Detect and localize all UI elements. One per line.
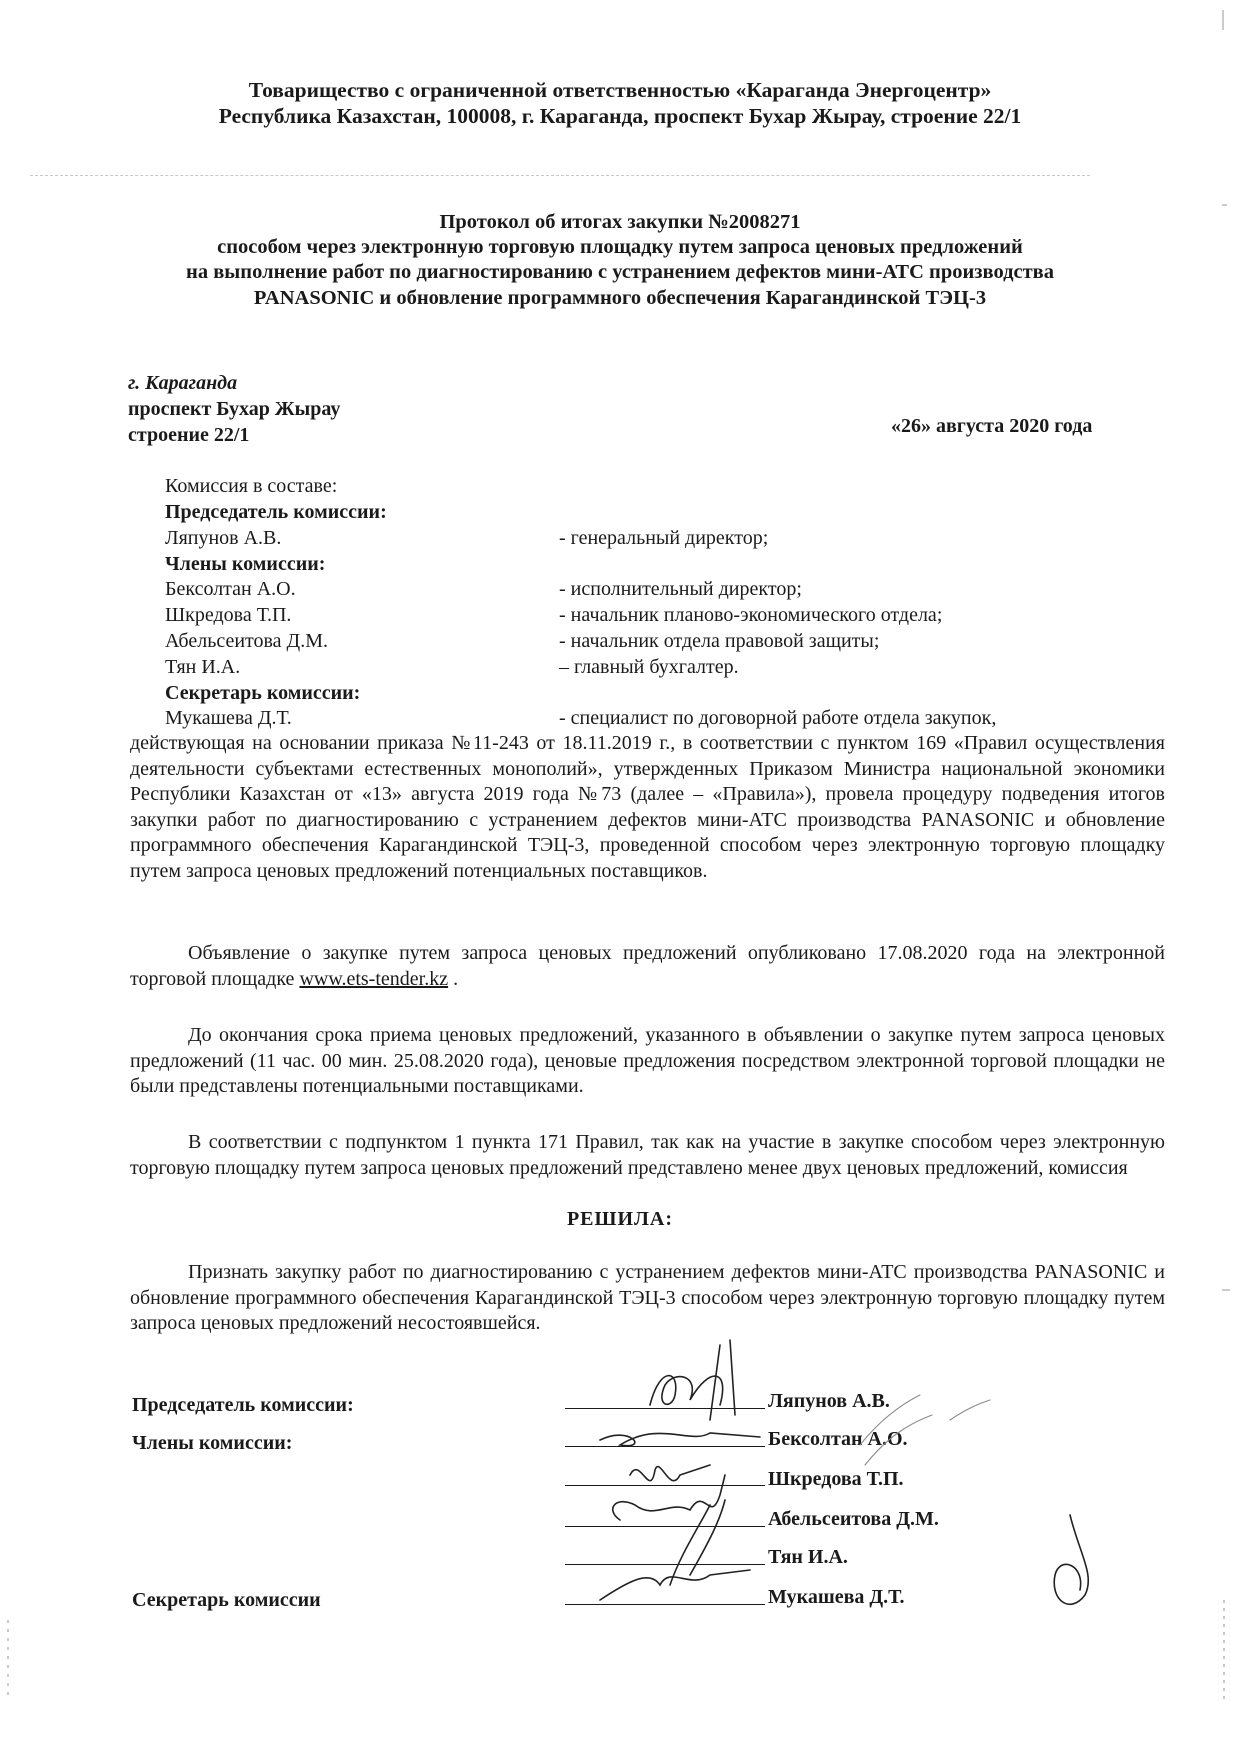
member-name: Шкредова Т.П. xyxy=(165,604,292,626)
chair-role: - генеральный директор; xyxy=(559,527,769,549)
member-role: - начальник планово-экономического отдела; xyxy=(559,604,943,626)
org-address: Республика Казахстан, 100008, г. Караганда, проспект Бухар Жырау, строение 22/1 xyxy=(218,104,1022,128)
place-street: проспект Бухар Жырау xyxy=(128,398,341,420)
secretary-name: Мукашева Д.Т. xyxy=(165,707,292,729)
org-name: Товарищество с ограниченной ответственностью «Караганда Энергоцентр» xyxy=(248,78,992,102)
paragraph-2-end: . xyxy=(448,967,459,990)
member-role: - исполнительный директор; xyxy=(559,578,802,600)
body-paragraph-1: действующая на основании приказа №11-243 от 18.11.2019 г., в соответствии с пунктом 169 «Правил осуществления деятельности субъектами естественных монополий», утвержденных Приказом Министра национальной экономики Республики Казахстан от «13» августа 2019 года №73 (далее – «Правила»), провела процедуру подведения итогов закупки работ по диагностированию с устранением дефектов мини-АТС производства PANASONIC и обновление программного обеспечения Карагандинской ТЭЦ-3, проведенной способом через электронную торговую площадку путем запроса ценовых предложений потенциальных поставщиков. xyxy=(130,732,1165,882)
secretary-role: - специалист по договорной работе отдела закупок, xyxy=(559,707,997,729)
place-building: строение 22/1 xyxy=(128,424,250,446)
protocol-title: Протокол об итогах закупки №2008271 xyxy=(439,211,801,233)
member-role: – главный бухгалтер. xyxy=(559,656,739,678)
chair-name: Ляпунов А.В. xyxy=(165,527,282,549)
member-name: Тян И.А. xyxy=(165,656,241,678)
signatory-name: Мукашева Д.Т. xyxy=(768,1586,905,1608)
paragraph-2-text: Объявление о закупке путем запроса ценовых предложений опубликовано 17.08.2020 года на электронной торговой площадке xyxy=(130,942,1165,990)
chair-heading: Председатель комиссии: xyxy=(165,501,387,523)
place-city: г. Караганда xyxy=(128,372,238,394)
signatory-name: Шкредова Т.П. xyxy=(768,1468,904,1490)
sig-label-secretary: Секретарь комиссии xyxy=(132,1589,321,1611)
signatory-name: Бексолтан А.О. xyxy=(768,1428,908,1450)
body-paragraph-4: В соответствии с подпунктом 1 пункта 171 Правил, так как на участие в закупке способом через электронную торговую площадку путем запроса ценовых предложений представлено менее двух ценовых предложений, комиссия xyxy=(130,1131,1165,1179)
signatory-name: Тян И.А. xyxy=(768,1546,848,1568)
signatory-name: Абельсеитова Д.М. xyxy=(768,1508,939,1530)
member-role: - начальник отдела правовой защиты; xyxy=(559,630,880,652)
ets-tender-link[interactable]: www.ets-tender.kz xyxy=(299,967,449,990)
commission-intro: Комиссия в составе: xyxy=(165,475,338,497)
members-heading: Члены комиссии: xyxy=(165,553,326,575)
body-paragraph-3: До окончания срока приема ценовых предложений, указанного в объявлении о закупке путем запроса ценовых предложений (11 час. 00 мин. 25.08.2020 года), ценовые предложения посредством электронной торговой площадки не были представлены потенциальными поставщиками. xyxy=(130,1024,1165,1097)
signatory-name: Ляпунов А.В. xyxy=(768,1390,890,1412)
secretary-heading: Секретарь комиссии: xyxy=(165,682,361,704)
protocol-subtitle-2: на выполнение работ по диагностированию с устранением дефектов мини-АТС производства xyxy=(186,261,1054,283)
protocol-subtitle-3: PANASONIC и обновление программного обеспечения Карагандинской ТЭЦ-3 xyxy=(253,287,987,309)
sig-label-chair: Председатель комиссии: xyxy=(132,1394,354,1416)
member-name: Абельсеитова Д.М. xyxy=(165,630,328,652)
member-name: Бексолтан А.О. xyxy=(165,578,296,600)
protocol-subtitle-1: способом через электронную торговую площадку путем запроса ценовых предложений xyxy=(217,236,1023,258)
sig-label-members: Члены комиссии: xyxy=(132,1432,293,1454)
decision-heading: РЕШИЛА: xyxy=(566,1208,674,1230)
protocol-date: «26» августа 2020 года xyxy=(891,415,1093,437)
body-paragraph-5: Признать закупку работ по диагностированию с устранением дефектов мини-АТС производства PANASONIC и обновление программного обеспечения Карагандинской ТЭЦ-3 способом через электронную торговую площадку путем запроса ценовых предложений несостоявшейся. xyxy=(130,1261,1165,1334)
